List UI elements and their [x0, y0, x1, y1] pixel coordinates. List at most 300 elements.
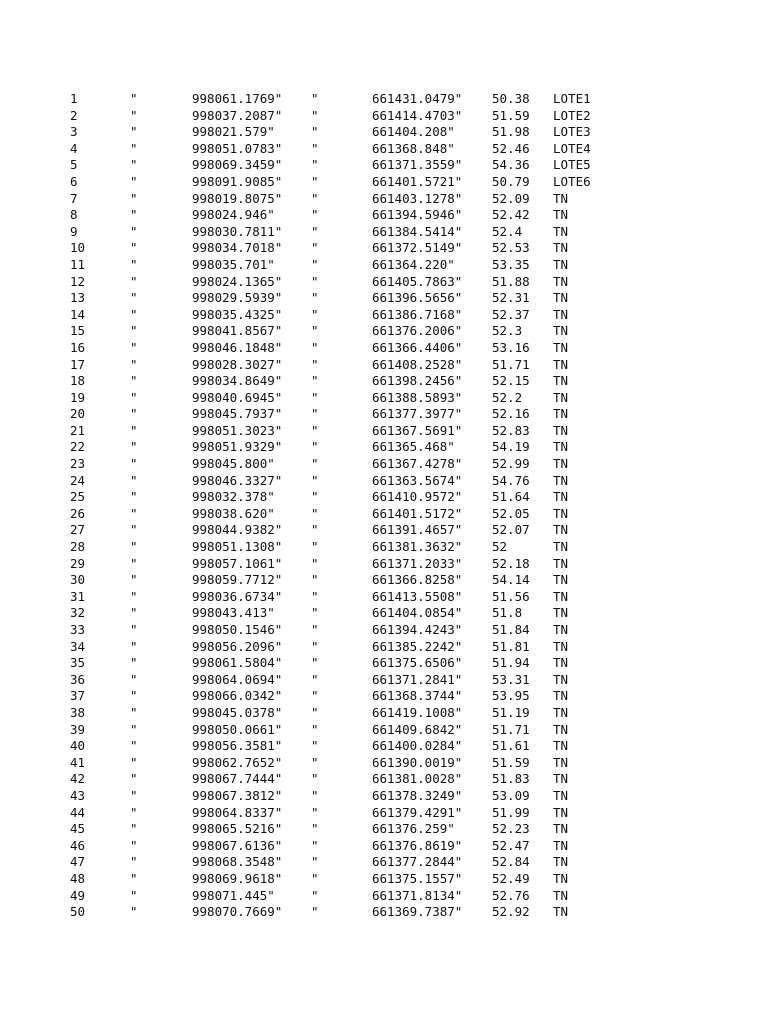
northing-value: 998066.0342": [192, 688, 283, 704]
point-number: 16: [70, 339, 86, 355]
easting-value: 661375.6506": [372, 655, 463, 671]
quote-mark: ": [130, 671, 138, 687]
quote-mark: ": [130, 323, 138, 339]
point-description: TN: [553, 356, 569, 372]
point-description: TN: [553, 870, 569, 886]
easting-value: 661408.2528": [372, 356, 463, 372]
easting-value: 661369.7387": [372, 904, 463, 920]
point-number: 46: [70, 837, 86, 853]
quote-mark: ": [130, 157, 138, 173]
point-description: TN: [553, 422, 569, 438]
table-row: [70, 240, 710, 257]
point-description: LOTE3: [553, 124, 591, 140]
quote-mark: ": [311, 904, 319, 920]
northing-value: 998040.6945": [192, 389, 283, 405]
elevation-value: 52.16: [492, 406, 530, 422]
point-description: TN: [553, 207, 569, 223]
point-description: TN: [553, 622, 569, 637]
elevation-value: 51.8: [492, 605, 523, 621]
quote-mark: ": [311, 339, 319, 355]
coordinate-table: [70, 91, 710, 921]
table-row: [70, 157, 710, 174]
quote-mark: ": [311, 721, 319, 737]
point-description: TN: [553, 273, 569, 289]
point-description: TN: [553, 837, 569, 853]
quote-mark: ": [130, 456, 138, 472]
easting-value: 661381.3632": [372, 539, 463, 555]
northing-value: 998046.1848": [192, 339, 283, 355]
quote-mark: ": [311, 588, 319, 604]
elevation-value: 52.07: [492, 522, 530, 538]
quote-mark: ": [130, 870, 138, 886]
table-row: [70, 805, 710, 822]
northing-value: 998043.413": [192, 605, 275, 621]
northing-value: 998071.445": [192, 887, 275, 903]
table-row: [70, 290, 710, 307]
table-row: [70, 705, 710, 722]
point-number: 28: [70, 539, 86, 555]
northing-value: 998036.6734": [192, 588, 283, 604]
elevation-value: 54.19: [492, 439, 530, 455]
point-number: 19: [70, 389, 86, 405]
elevation-value: 52.05: [492, 505, 530, 521]
northing-value: 998024.946": [192, 207, 275, 223]
easting-value: 661367.4278": [372, 456, 463, 472]
elevation-value: 51.71: [492, 356, 530, 372]
easting-value: 661363.5674": [372, 472, 463, 488]
northing-value: 998019.8075": [192, 190, 283, 206]
quote-mark: ": [311, 406, 319, 422]
easting-value: 661371.2841": [372, 671, 463, 687]
point-description: TN: [553, 738, 569, 754]
quote-mark: ": [130, 273, 138, 289]
elevation-value: 52.37: [492, 306, 530, 322]
quote-mark: ": [311, 887, 319, 903]
quote-mark: ": [311, 837, 319, 853]
easting-value: 661378.3249": [372, 787, 463, 803]
quote-mark: ": [130, 505, 138, 521]
quote-mark: ": [130, 107, 138, 123]
quote-mark: ": [311, 456, 319, 472]
easting-value: 661394.4243": [372, 622, 463, 637]
point-number: 27: [70, 522, 86, 538]
northing-value: 998046.3327": [192, 472, 283, 488]
easting-value: 661379.4291": [372, 804, 463, 820]
elevation-value: 52.92: [492, 904, 530, 920]
northing-value: 998045.7937": [192, 406, 283, 422]
northing-value: 998064.0694": [192, 671, 283, 687]
point-number: 5: [70, 157, 78, 173]
quote-mark: ": [311, 256, 319, 272]
northing-value: 998067.6136": [192, 837, 283, 853]
northing-value: 998062.7652": [192, 754, 283, 770]
elevation-value: 52.47: [492, 837, 530, 853]
northing-value: 998069.3459": [192, 157, 283, 173]
table-row: [70, 738, 710, 755]
easting-value: 661405.7863": [372, 273, 463, 289]
point-description: TN: [553, 704, 569, 720]
point-description: TN: [553, 456, 569, 472]
table-row: [70, 357, 710, 374]
table-row: [70, 456, 710, 473]
table-row: [70, 489, 710, 506]
quote-mark: ": [130, 704, 138, 720]
northing-value: 998059.7712": [192, 572, 283, 588]
point-number: 9: [70, 223, 78, 239]
point-description: TN: [553, 821, 569, 837]
elevation-value: 54.76: [492, 472, 530, 488]
table-row: [70, 390, 710, 407]
table-row: [70, 506, 710, 523]
point-description: TN: [553, 290, 569, 306]
easting-value: 661401.5721": [372, 173, 463, 189]
point-description: LOTE6: [553, 173, 591, 189]
point-number: 1: [70, 91, 78, 106]
quote-mark: ": [130, 837, 138, 853]
quote-mark: ": [311, 472, 319, 488]
quote-mark: ": [311, 688, 319, 704]
elevation-value: 52.49: [492, 870, 530, 886]
easting-value: 661366.4406": [372, 339, 463, 355]
easting-value: 661381.0028": [372, 771, 463, 787]
northing-value: 998061.5804": [192, 655, 283, 671]
quote-mark: ": [311, 439, 319, 455]
point-description: TN: [553, 505, 569, 521]
quote-mark: ": [130, 539, 138, 555]
point-number: 47: [70, 854, 86, 870]
quote-mark: ": [311, 356, 319, 372]
point-number: 32: [70, 605, 86, 621]
easting-value: 661364.220": [372, 256, 455, 272]
northing-value: 998029.5939": [192, 290, 283, 306]
northing-value: 998034.8649": [192, 373, 283, 389]
quote-mark: ": [130, 339, 138, 355]
table-row: [70, 91, 710, 108]
table-row: [70, 340, 710, 357]
point-description: LOTE4: [553, 140, 591, 156]
point-number: 25: [70, 489, 86, 505]
point-description: TN: [553, 721, 569, 737]
table-row: [70, 423, 710, 440]
elevation-value: 50.38: [492, 91, 530, 106]
quote-mark: ": [130, 605, 138, 621]
table-body: [70, 91, 710, 921]
point-description: TN: [553, 572, 569, 588]
quote-mark: ": [311, 240, 319, 256]
elevation-value: 54.14: [492, 572, 530, 588]
point-description: TN: [553, 688, 569, 704]
quote-mark: ": [311, 422, 319, 438]
point-number: 13: [70, 290, 86, 306]
quote-mark: ": [130, 290, 138, 306]
easting-value: 661372.5149": [372, 240, 463, 256]
quote-mark: ": [311, 655, 319, 671]
point-description: TN: [553, 804, 569, 820]
quote-mark: ": [311, 704, 319, 720]
elevation-value: 52.23: [492, 821, 530, 837]
quote-mark: ": [130, 522, 138, 538]
point-number: 39: [70, 721, 86, 737]
quote-mark: ": [311, 140, 319, 156]
table-row: [70, 323, 710, 340]
northing-value: 998068.3548": [192, 854, 283, 870]
easting-value: 661376.8619": [372, 837, 463, 853]
table-row: [70, 788, 710, 805]
easting-value: 661390.0019": [372, 754, 463, 770]
point-number: 34: [70, 638, 86, 654]
northing-value: 998050.1546": [192, 622, 283, 637]
elevation-value: 50.79: [492, 173, 530, 189]
easting-value: 661400.0284": [372, 738, 463, 754]
elevation-value: 52: [492, 539, 508, 555]
quote-mark: ": [311, 207, 319, 223]
quote-mark: ": [311, 505, 319, 521]
table-row: [70, 838, 710, 855]
point-number: 18: [70, 373, 86, 389]
easting-value: 661404.0854": [372, 605, 463, 621]
easting-value: 661366.8258": [372, 572, 463, 588]
northing-value: 998069.9618": [192, 870, 283, 886]
point-description: TN: [553, 787, 569, 803]
quote-mark: ": [311, 124, 319, 140]
northing-value: 998067.3812": [192, 787, 283, 803]
point-description: TN: [553, 240, 569, 256]
quote-mark: ": [130, 754, 138, 770]
quote-mark: ": [311, 555, 319, 571]
table-row: [70, 522, 710, 539]
point-description: TN: [553, 605, 569, 621]
easting-value: 661368.848": [372, 140, 455, 156]
elevation-value: 52.76: [492, 887, 530, 903]
easting-value: 661414.4703": [372, 107, 463, 123]
northing-value: 998021.579": [192, 124, 275, 140]
point-description: TN: [553, 323, 569, 339]
northing-value: 998037.2087": [192, 107, 283, 123]
quote-mark: ": [130, 904, 138, 920]
elevation-value: 52.3: [492, 323, 523, 339]
quote-mark: ": [311, 605, 319, 621]
easting-value: 661388.5893": [372, 389, 463, 405]
point-description: TN: [553, 406, 569, 422]
table-row: [70, 124, 710, 141]
point-description: TN: [553, 754, 569, 770]
table-row: [70, 888, 710, 905]
elevation-value: 52.18: [492, 555, 530, 571]
easting-value: 661413.5508": [372, 588, 463, 604]
easting-value: 661386.7168": [372, 306, 463, 322]
point-description: TN: [553, 306, 569, 322]
point-number: 15: [70, 323, 86, 339]
table-row: [70, 439, 710, 456]
table-row: [70, 257, 710, 274]
northing-value: 998038.620": [192, 505, 275, 521]
quote-mark: ": [130, 588, 138, 604]
elevation-value: 51.81: [492, 638, 530, 654]
quote-mark: ": [130, 124, 138, 140]
quote-mark: ": [311, 804, 319, 820]
point-description: TN: [553, 190, 569, 206]
table-row: [70, 622, 710, 639]
quote-mark: ": [311, 622, 319, 637]
elevation-value: 51.56: [492, 588, 530, 604]
elevation-value: 52.99: [492, 456, 530, 472]
elevation-value: 52.83: [492, 422, 530, 438]
elevation-value: 51.71: [492, 721, 530, 737]
northing-value: 998045.0378": [192, 704, 283, 720]
northing-value: 998067.7444": [192, 771, 283, 787]
point-number: 8: [70, 207, 78, 223]
northing-value: 998024.1365": [192, 273, 283, 289]
table-row: [70, 871, 710, 888]
elevation-value: 52.4: [492, 223, 523, 239]
easting-value: 661367.5691": [372, 422, 463, 438]
quote-mark: ": [130, 688, 138, 704]
quote-mark: ": [130, 140, 138, 156]
table-row: [70, 224, 710, 241]
point-description: TN: [553, 223, 569, 239]
quote-mark: ": [311, 572, 319, 588]
quote-mark: ": [130, 91, 138, 106]
northing-value: 998045.800": [192, 456, 275, 472]
easting-value: 661376.2006": [372, 323, 463, 339]
quote-mark: ": [130, 655, 138, 671]
northing-value: 998056.3581": [192, 738, 283, 754]
elevation-value: 52.2: [492, 389, 523, 405]
easting-value: 661365.468": [372, 439, 455, 455]
elevation-value: 51.94: [492, 655, 530, 671]
easting-value: 661376.259": [372, 821, 455, 837]
point-description: TN: [553, 671, 569, 687]
point-description: TN: [553, 539, 569, 555]
quote-mark: ": [311, 821, 319, 837]
quote-mark: ": [130, 472, 138, 488]
easting-value: 661396.5656": [372, 290, 463, 306]
quote-mark: ": [130, 638, 138, 654]
elevation-value: 51.19: [492, 704, 530, 720]
point-description: TN: [553, 904, 569, 920]
point-number: 29: [70, 555, 86, 571]
quote-mark: ": [311, 290, 319, 306]
elevation-value: 53.31: [492, 671, 530, 687]
northing-value: 998091.9085": [192, 173, 283, 189]
quote-mark: ": [130, 854, 138, 870]
quote-mark: ": [311, 787, 319, 803]
easting-value: 661419.1008": [372, 704, 463, 720]
northing-value: 998044.9382": [192, 522, 283, 538]
quote-mark: ": [311, 91, 319, 106]
point-description: TN: [553, 638, 569, 654]
table-row: [70, 141, 710, 158]
point-number: 10: [70, 240, 86, 256]
easting-value: 661398.2456": [372, 373, 463, 389]
table-row: [70, 771, 710, 788]
northing-value: 998035.4325": [192, 306, 283, 322]
quote-mark: ": [311, 173, 319, 189]
table-row: [70, 639, 710, 656]
point-description: TN: [553, 439, 569, 455]
elevation-value: 53.16: [492, 339, 530, 355]
elevation-value: 51.98: [492, 124, 530, 140]
quote-mark: ": [130, 771, 138, 787]
table-row: [70, 605, 710, 622]
northing-value: 998034.7018": [192, 240, 283, 256]
table-row: [70, 904, 710, 921]
quote-mark: ": [311, 190, 319, 206]
point-number: 33: [70, 622, 86, 637]
quote-mark: ": [311, 522, 319, 538]
table-row: [70, 556, 710, 573]
point-number: 50: [70, 904, 86, 920]
northing-value: 998051.3023": [192, 422, 283, 438]
easting-value: 661391.4657": [372, 522, 463, 538]
easting-value: 661410.9572": [372, 489, 463, 505]
northing-value: 998065.5216": [192, 821, 283, 837]
point-number: 14: [70, 306, 86, 322]
quote-mark: ": [130, 173, 138, 189]
northing-value: 998070.7669": [192, 904, 283, 920]
point-description: TN: [553, 655, 569, 671]
quote-mark: ": [130, 373, 138, 389]
northing-value: 998051.9329": [192, 439, 283, 455]
quote-mark: ": [311, 870, 319, 886]
quote-mark: ": [130, 555, 138, 571]
point-number: 11: [70, 256, 86, 272]
point-description: LOTE5: [553, 157, 591, 173]
elevation-value: 51.99: [492, 804, 530, 820]
easting-value: 661368.3744": [372, 688, 463, 704]
point-description: TN: [553, 339, 569, 355]
point-number: 23: [70, 456, 86, 472]
table-row: [70, 589, 710, 606]
point-description: TN: [553, 522, 569, 538]
quote-mark: ": [130, 422, 138, 438]
quote-mark: ": [311, 754, 319, 770]
table-row: [70, 473, 710, 490]
table-row: [70, 821, 710, 838]
easting-value: 661384.5414": [372, 223, 463, 239]
point-number: 43: [70, 787, 86, 803]
quote-mark: ": [130, 356, 138, 372]
point-number: 48: [70, 870, 86, 886]
northing-value: 998032.378": [192, 489, 275, 505]
quote-mark: ": [311, 489, 319, 505]
elevation-value: 51.84: [492, 622, 530, 637]
quote-mark: ": [130, 306, 138, 322]
point-number: 21: [70, 422, 86, 438]
point-number: 30: [70, 572, 86, 588]
quote-mark: ": [311, 107, 319, 123]
point-number: 26: [70, 505, 86, 521]
northing-value: 998030.7811": [192, 223, 283, 239]
elevation-value: 52.15: [492, 373, 530, 389]
elevation-value: 51.59: [492, 754, 530, 770]
point-number: 22: [70, 439, 86, 455]
quote-mark: ": [130, 406, 138, 422]
elevation-value: 51.64: [492, 489, 530, 505]
quote-mark: ": [130, 223, 138, 239]
quote-mark: ": [130, 887, 138, 903]
quote-mark: ": [311, 273, 319, 289]
table-row: [70, 373, 710, 390]
elevation-value: 51.88: [492, 273, 530, 289]
northing-value: 998041.8567": [192, 323, 283, 339]
table-row: [70, 539, 710, 556]
quote-mark: ": [311, 854, 319, 870]
point-description: TN: [553, 771, 569, 787]
point-description: TN: [553, 373, 569, 389]
point-number: 41: [70, 754, 86, 770]
quote-mark: ": [311, 157, 319, 173]
